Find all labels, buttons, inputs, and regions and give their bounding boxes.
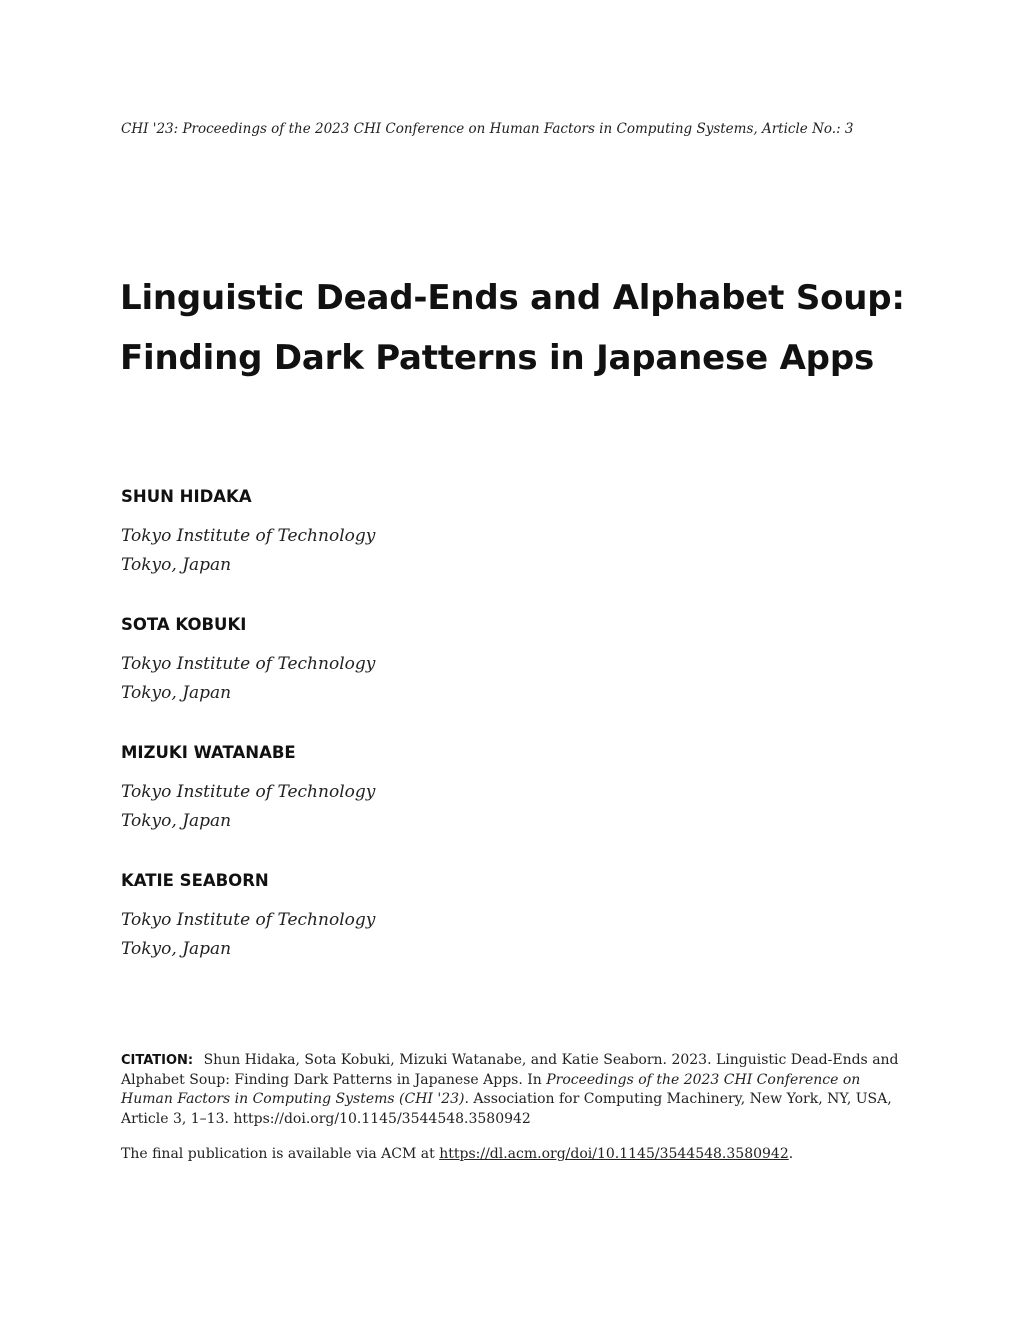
citation-block	[121, 1051, 911, 1129]
author-affiliation: Tokyo Institute of Technology	[121, 782, 376, 802]
author-affiliation: Tokyo Institute of Technology	[121, 526, 376, 546]
author-affiliation: Tokyo Institute of Technology	[121, 910, 376, 930]
final-publication-note	[121, 1144, 911, 1164]
author-location: Tokyo, Japan	[121, 811, 232, 831]
author-location: Tokyo, Japan	[121, 555, 232, 575]
author-name: MIZUKI WATANABE	[121, 743, 296, 762]
citation-venue: Proceedings of the 2023 CHI Conference on Human Factors in Computing Systems (CHI '23)	[121, 1071, 861, 1107]
author-block	[121, 614, 721, 742]
author-block	[121, 870, 721, 998]
author-affiliation: Tokyo Institute of Technology	[121, 654, 376, 674]
acm-doi-link[interactable]: https://dl.acm.org/doi/10.1145/3544548.3580942	[439, 1146, 789, 1162]
author-name: KATIE SEABORN	[121, 871, 269, 890]
proceedings-header: CHI '23: Proceedings of the 2023 CHI Conference on Human Factors in Computing Systems, Article No.: 3	[121, 121, 854, 137]
author-name: SOTA KOBUKI	[121, 615, 247, 634]
paper-title-line-2: Finding Dark Patterns in Japanese Apps	[120, 338, 874, 378]
author-list	[121, 486, 721, 998]
author-location: Tokyo, Japan	[121, 683, 232, 703]
paper-title-line-1: Linguistic Dead-Ends and Alphabet Soup:	[120, 278, 905, 318]
paper-title	[120, 268, 980, 388]
author-name: SHUN HIDAKA	[121, 487, 252, 506]
author-location: Tokyo, Japan	[121, 939, 232, 959]
final-note-period: .	[788, 1146, 794, 1162]
citation-label: CITATION:	[121, 1053, 194, 1068]
author-block	[121, 742, 721, 870]
citation-text-after: . Association for Computing Machinery, New York, NY, USA, Article 3, 1–13. https://doi.org/10.1145/3544548.3580942	[121, 1091, 892, 1127]
author-block	[121, 486, 721, 614]
final-note-text: The final publication is available via ACM at	[121, 1146, 435, 1162]
citation-text-before: Shun Hidaka, Sota Kobuki, Mizuki Watanabe, and Katie Seaborn. 2023. Linguistic Dead-Ends and Alphabet Soup: Finding Dark Patterns in Japanese Apps. In	[121, 1052, 899, 1088]
